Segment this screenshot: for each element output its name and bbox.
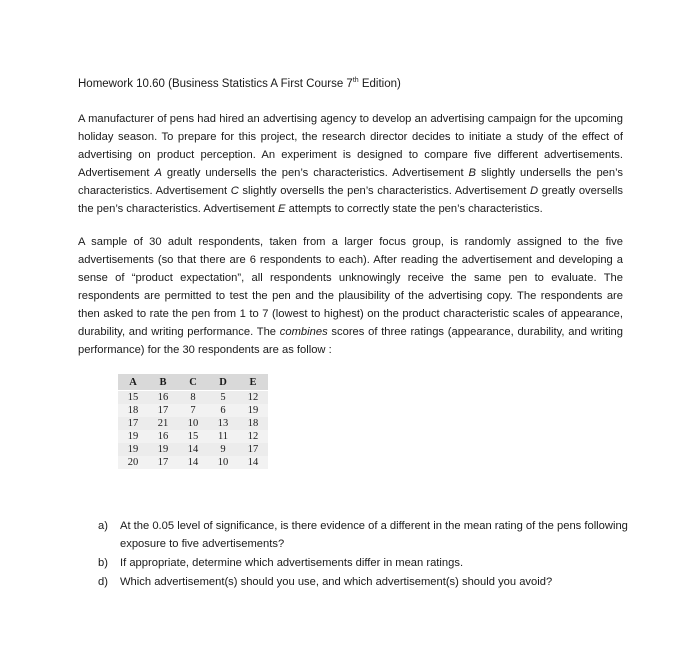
question-item	[98, 517, 628, 553]
p1-text-2: greatly undersells the pen’s characteristics. Advertisement	[161, 167, 469, 179]
table-cell: 14	[238, 456, 268, 469]
table-cell: 19	[118, 443, 148, 456]
table-row	[118, 430, 268, 443]
table-cell: 15	[118, 391, 148, 405]
header-b: B	[148, 374, 178, 391]
table-cell: 11	[208, 430, 238, 443]
p2-emphasis: combines	[279, 326, 328, 338]
table-cell: 18	[238, 417, 268, 430]
question-list	[98, 517, 628, 592]
question-text: If appropriate, determine which advertisements differ in mean ratings.	[120, 557, 464, 569]
p1-ad-d: D	[529, 185, 539, 197]
table-row	[118, 404, 268, 417]
question-label: a)	[98, 520, 108, 532]
table-cell: 18	[118, 404, 148, 417]
table-cell: 17	[118, 417, 148, 430]
ratings-table-wrap	[118, 374, 623, 469]
title-superscript: th	[352, 77, 359, 85]
p1-text-3: slightly undersells the pen’s characteristics. Advertisement	[78, 167, 623, 197]
header-c: C	[178, 374, 208, 391]
table-cell: 19	[148, 443, 178, 456]
question-item	[98, 573, 628, 591]
table-cell: 21	[148, 417, 178, 430]
p1-ad-c: C	[230, 185, 239, 197]
header-e: E	[238, 374, 268, 391]
table-cell: 9	[208, 443, 238, 456]
table-row	[118, 456, 268, 469]
table-cell: 16	[148, 391, 178, 405]
table-cell: 13	[208, 417, 238, 430]
question-label: d)	[98, 576, 108, 588]
question-text: At the 0.05 level of significance, is there evidence of a different in the mean rating of the pens following exposure to five advertisements?	[120, 520, 628, 550]
homework-title	[78, 76, 623, 92]
table-cell: 20	[118, 456, 148, 469]
question-label: b)	[98, 557, 108, 569]
document-body	[78, 76, 623, 469]
table-cell: 17	[238, 443, 268, 456]
p2-text-1: A sample of 30 adult respondents, taken from a larger focus group, is randomly assigned to the five advertisements (so that there are 6 respondents to each). After reading the advertisement and developing a sense of “product expectation”, all respondents unknowingly receive the same pen to evaluate. The respondents are permitted to test the pen and the plausibility of the advertising copy. The respondents are then asked to rate the pen from 1 to 7 (lowest to highest) on the product characteristic scales of appearance, durability, and writing performance. The	[78, 236, 623, 338]
table-cell: 12	[238, 430, 268, 443]
header-a: A	[118, 374, 148, 391]
title-main: Homework 10.60 (Business Statistics A First Course 7	[78, 78, 353, 90]
table-cell: 17	[148, 404, 178, 417]
table-cell: 19	[238, 404, 268, 417]
p1-ad-e: E	[278, 203, 286, 215]
table-cell: 15	[178, 430, 208, 443]
table-cell: 10	[178, 417, 208, 430]
p1-text-1: A manufacturer of pens had hired an advertising agency to develop an advertising campaign for the upcoming holiday season. To prepare for this project, the research director decides to initiate a study of the effect of advertising on product perception. An experiment is designed to compare five different advertisements. Advertisement	[78, 113, 623, 179]
p2-text-2: scores of three ratings (appearance, durability, and writing performance) for the 30 respondents are as follow :	[78, 326, 623, 356]
table-row	[118, 417, 268, 430]
table-row	[118, 391, 268, 405]
p1-ad-b: B	[468, 167, 477, 179]
table-header-row	[118, 374, 268, 391]
intro-paragraph	[78, 110, 623, 218]
p1-text-4: slightly oversells the pen’s characteristics. Advertisement	[238, 185, 530, 197]
table-cell: 6	[208, 404, 238, 417]
table-row	[118, 443, 268, 456]
table-cell: 8	[178, 391, 208, 405]
table-cell: 17	[148, 456, 178, 469]
table-cell: 14	[178, 456, 208, 469]
table-cell: 7	[178, 404, 208, 417]
ratings-table	[118, 374, 268, 469]
title-tail: Edition)	[358, 78, 401, 90]
table-cell: 5	[208, 391, 238, 405]
table-cell: 16	[148, 430, 178, 443]
table-cell: 19	[118, 430, 148, 443]
p1-text-5: greatly oversells the pen’s characteristics. Advertisement	[78, 185, 623, 215]
p1-ad-a: A	[154, 167, 162, 179]
table-cell: 10	[208, 456, 238, 469]
question-text: Which advertisement(s) should you use, and which advertisement(s) should you avoid?	[120, 576, 553, 588]
header-d: D	[208, 374, 238, 391]
table-cell: 12	[238, 391, 268, 405]
question-item	[98, 554, 628, 572]
table-cell: 14	[178, 443, 208, 456]
p1-text-6: attempts to correctly state the pen’s characteristics.	[285, 203, 543, 215]
sample-paragraph	[78, 233, 623, 359]
